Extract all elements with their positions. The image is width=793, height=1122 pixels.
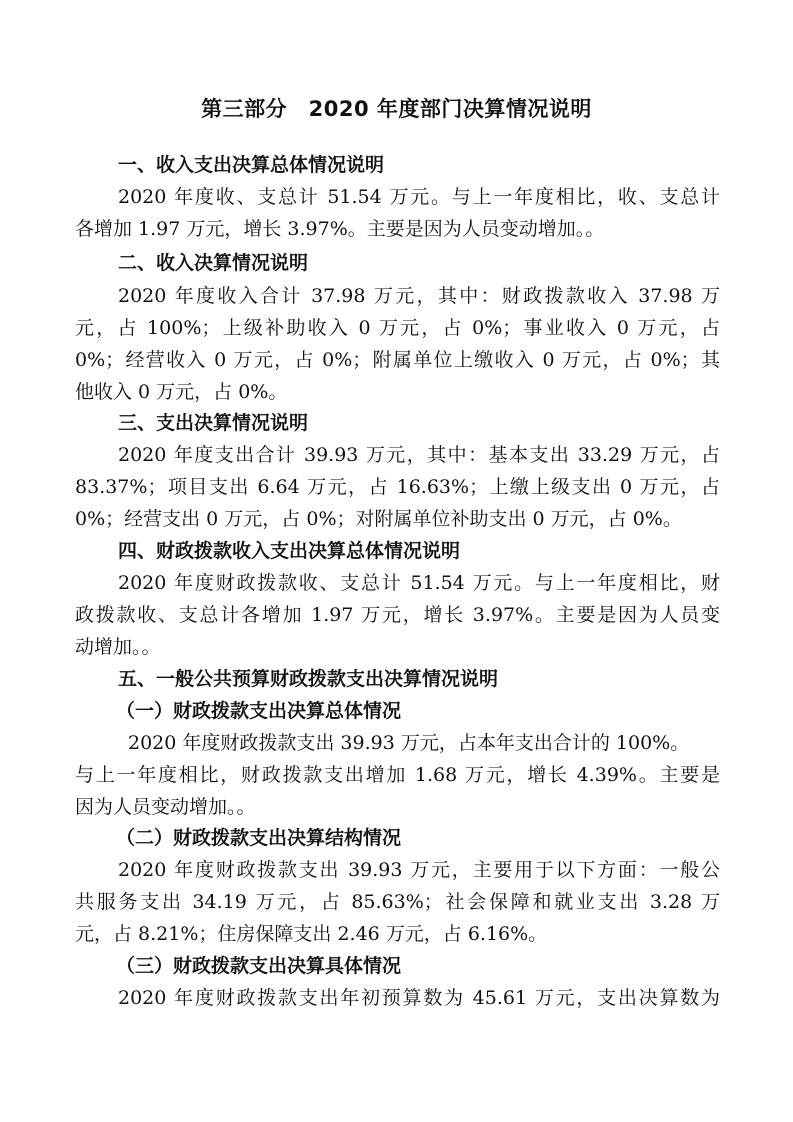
paragraph-line: 2020 年度财政拨款支出 39.93 万元，占本年支出合计的 100%。: [128, 732, 690, 754]
subsection-heading-3: （三）财政拨款支出决算具体情况: [116, 955, 402, 977]
paragraph-line: 各增加 1.97 万元，增长 3.97%。主要是因为人员变动增加。。: [75, 218, 605, 240]
paragraph-line: 政拨款收、支总计各增加 1.97 万元，增长 3.97%。主要是因为人员变: [75, 604, 720, 626]
paragraph-line: 0%；经营收入 0 万元，占 0%；附属单位上缴收入 0 万元，占 0%；其: [75, 349, 720, 371]
paragraph-line: 2020 年度财政拨款支出 39.93 万元，主要用于以下方面：一般公: [118, 859, 720, 881]
paragraph-line: 2020 年度收入合计 37.98 万元，其中：财政拨款收入 37.98 万: [118, 285, 720, 307]
paragraph-line: 元，占 8.21%；住房保障支出 2.46 万元，占 6.16%。: [75, 923, 548, 945]
paragraph-line: 83.37%；项目支出 6.64 万元，占 16.63%；上缴上级支出 0 万元，占: [75, 476, 720, 498]
section-heading-5: 五、一般公共预算财政拨款支出决算情况说明: [118, 668, 499, 690]
page-title: 第三部分 2020 年度部门决算情况说明: [201, 97, 592, 121]
paragraph-line: 2020 年度支出合计 39.93 万元，其中：基本支出 33.29 万元，占: [118, 444, 720, 466]
subsection-heading-2: （二）财政拨款支出决算结构情况: [116, 827, 402, 849]
paragraph-line: 元，占 100%；上级补助收入 0 万元，占 0%；事业收入 0 万元，占: [75, 317, 720, 339]
section-heading-3: 三、支出决算情况说明: [118, 412, 309, 434]
paragraph-line: 他收入 0 万元，占 0%。: [75, 381, 288, 403]
section-heading-4: 四、财政拨款收入支出决算总体情况说明: [118, 540, 461, 562]
paragraph-line: 2020 年度财政拨款支出年初预算数为 45.61 万元，支出决算数为: [118, 987, 720, 1009]
paragraph-line: 动增加。。: [75, 636, 161, 658]
paragraph-line: 2020 年度财政拨款收、支总计 51.54 万元。与上一年度相比，财: [118, 572, 720, 594]
section-heading-1: 一、收入支出决算总体情况说明: [118, 154, 385, 176]
paragraph-line: 与上一年度相比，财政拨款支出增加 1.68 万元，增长 4.39%。主要是: [75, 764, 720, 786]
subsection-heading-1: （一）财政拨款支出决算总体情况: [116, 700, 402, 722]
section-heading-2: 二、收入决算情况说明: [118, 252, 309, 274]
paragraph-line: 共服务支出 34.19 万元，占 85.63%；社会保障和就业支出 3.28 万: [75, 891, 720, 913]
paragraph-line: 2020 年度收、支总计 51.54 万元。与上一年度相比，收、支总计: [118, 186, 720, 208]
paragraph-line: 0%；经营支出 0 万元，占 0%；对附属单位补助支出 0 万元，占 0%。: [75, 508, 682, 530]
paragraph-line: 因为人员变动增加。。: [75, 796, 256, 818]
